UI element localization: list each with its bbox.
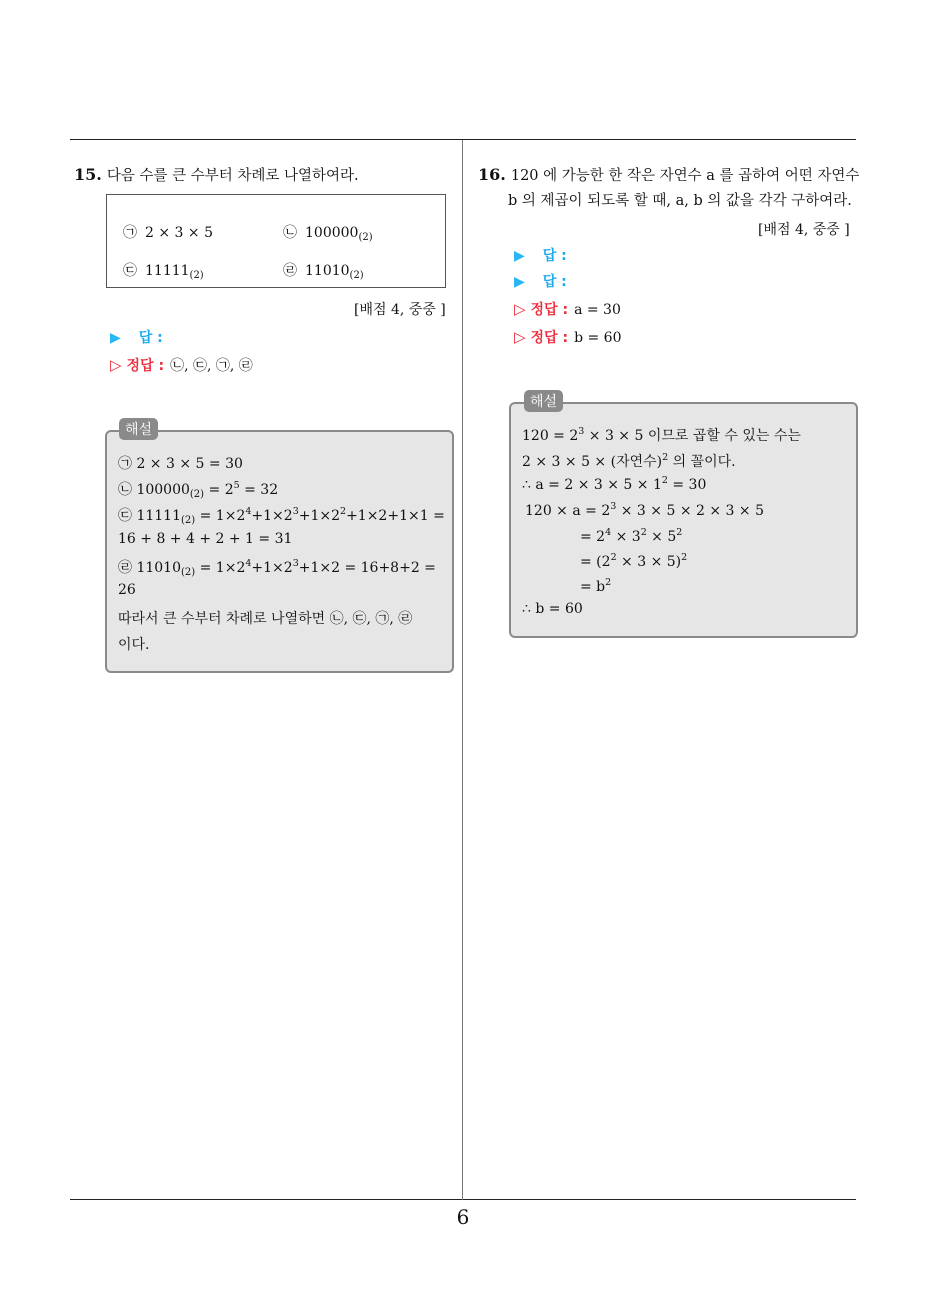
solution-tag: 해설	[119, 418, 158, 440]
solution-line	[118, 505, 445, 526]
solution-text: 의 꼴이다.	[668, 454, 736, 470]
solution-line	[118, 479, 278, 500]
answer-marker: ▶	[514, 274, 525, 290]
solution-superscript: 2	[681, 552, 688, 563]
question-16-line-2: b 의 제곱이 되도록 할 때, a, b 의 값을 각각 구하여라.	[508, 193, 852, 209]
solution-subscript: (2)	[181, 515, 196, 526]
choice-1	[123, 222, 213, 242]
solution-superscript: 2	[662, 452, 669, 463]
choice-mark: ㉡	[283, 225, 297, 241]
correct-answer-b	[514, 327, 622, 348]
page-number: 6	[456, 1205, 470, 1229]
solution-line	[580, 554, 687, 570]
solution-line: ㉠ 2 × 3 × 5 = 30	[118, 456, 243, 472]
solution-text: +1×2 = 16+8+2 =	[298, 560, 436, 576]
solution-line	[525, 503, 764, 519]
solution-text: × 3 × 5)	[616, 554, 682, 570]
solution-line: 16 + 8 + 4 + 2 + 1 = 31	[118, 531, 293, 547]
solution-text: +1×2+1×1 =	[346, 508, 445, 524]
correct-label: 정답 :	[126, 358, 165, 374]
solution-subscript: (2)	[189, 489, 205, 500]
score-label: [배점 4, 중중 ]	[758, 222, 850, 238]
question-text: 120 에 가능한 한 작은 자연수 a 를 곱하여 어떤 자연수	[510, 168, 860, 184]
choice-subscript: (2)	[189, 270, 204, 281]
solution-line: 따라서 큰 수부터 차례로 나열하면 ㉡, ㉢, ㉠, ㉣	[118, 611, 413, 627]
question-text: 다음 수를 큰 수부터 차례로 나열하여라.	[106, 168, 359, 184]
solution-text: +1×2	[251, 508, 293, 524]
question-number: 15.	[74, 165, 102, 184]
solution-text: = 32	[239, 482, 279, 498]
solution-text: 2 × 3 × 5 × (자연수)	[522, 454, 663, 470]
correct-label: 정답 :	[530, 330, 569, 346]
solution-line	[522, 451, 736, 471]
solution-subscript: (2)	[181, 567, 196, 578]
choice-subscript: (2)	[349, 270, 364, 281]
solution-superscript: 2	[676, 527, 683, 538]
choice-4	[283, 260, 364, 281]
choice-text: 11111	[145, 263, 190, 279]
solution-text: × 3	[611, 529, 641, 545]
solution-tag: 해설	[524, 390, 563, 412]
solution-text: = 1×2	[195, 508, 246, 524]
solution-text: = (2	[580, 554, 611, 570]
solution-text: 120 × a = 2	[525, 503, 611, 519]
question-16	[478, 161, 859, 190]
score-label: [배점 4, 중중 ]	[354, 302, 446, 318]
answer-label: 답 :	[542, 274, 567, 290]
choice-text: 2 × 3 × 5	[145, 225, 213, 241]
solution-text: 120 = 2	[522, 428, 579, 444]
correct-marker: ▷	[110, 356, 122, 374]
solution-superscript: 2	[661, 475, 668, 486]
solution-line	[522, 477, 706, 493]
solution-text: ㉢ 11111	[118, 508, 181, 524]
choice-text: 11010	[305, 263, 350, 279]
solution-line: 26	[118, 582, 136, 598]
choice-3	[123, 260, 204, 281]
bottom-rule	[70, 1199, 856, 1200]
solution-text: × 5	[646, 529, 677, 545]
choice-mark: ㉠	[123, 225, 137, 241]
correct-marker: ▷	[514, 300, 526, 318]
correct-answer-a	[514, 299, 621, 320]
solution-text: × 3 × 5 × 2 × 3 × 5	[616, 503, 764, 519]
solution-text: = 30	[667, 477, 707, 493]
solution-text: × 3 × 5 이므로 곱할 수 있는 수는	[584, 428, 801, 444]
solution-text: = 2	[204, 482, 234, 498]
solution-superscript: 4	[605, 527, 612, 538]
choice-text: 100000	[305, 225, 359, 241]
answer-line-2	[514, 272, 567, 292]
correct-label: 정답 :	[530, 302, 569, 318]
solution-line	[522, 425, 801, 445]
solution-superscript: 2	[340, 506, 347, 517]
solution-superscript: 3	[610, 501, 617, 512]
answer-label: 답 :	[542, 248, 567, 264]
top-rule	[70, 139, 856, 140]
answer-marker: ▶	[514, 248, 525, 264]
answer-line	[110, 328, 163, 348]
choice-box	[106, 194, 446, 288]
correct-marker: ▷	[514, 328, 526, 346]
solution-line: 이다.	[118, 637, 150, 653]
solution-text: +1×2	[298, 508, 341, 524]
solution-line	[580, 529, 682, 545]
solution-superscript: 5	[233, 480, 240, 491]
solution-line	[580, 579, 611, 595]
solution-line: ∴ b = 60	[522, 601, 583, 617]
solution-superscript: 4	[245, 506, 252, 517]
correct-value: b = 60	[574, 330, 622, 346]
solution-superscript: 3	[292, 506, 299, 517]
question-15	[74, 161, 359, 190]
question-number: 16.	[478, 165, 506, 184]
solution-text: = b	[580, 579, 606, 595]
solution-line	[118, 557, 436, 578]
solution-superscript: 2	[640, 527, 647, 538]
solution-superscript: 4	[245, 558, 252, 569]
solution-text: = 1×2	[195, 560, 246, 576]
column-divider	[462, 140, 463, 1200]
solution-superscript: 3	[578, 426, 585, 437]
choice-mark: ㉢	[123, 263, 137, 279]
solution-text: ∴ a = 2 × 3 × 5 × 1	[522, 477, 662, 493]
choice-mark: ㉣	[283, 263, 297, 279]
choice-2	[283, 222, 373, 243]
correct-value: a = 30	[574, 302, 621, 318]
correct-answer-line	[110, 355, 253, 376]
correct-value: ㉡, ㉢, ㉠, ㉣	[170, 358, 253, 374]
solution-superscript: 2	[605, 577, 612, 588]
solution-text: +1×2	[251, 560, 293, 576]
solution-text: ㉡ 100000	[118, 482, 190, 498]
solution-superscript: 3	[292, 558, 299, 569]
answer-line-1	[514, 246, 567, 266]
solution-superscript: 2	[610, 552, 617, 563]
solution-text: = 2	[580, 529, 606, 545]
choice-subscript: (2)	[358, 232, 373, 243]
solution-text: ㉣ 11010	[118, 560, 181, 576]
answer-marker: ▶	[110, 330, 121, 346]
answer-label: 답 :	[138, 330, 163, 346]
